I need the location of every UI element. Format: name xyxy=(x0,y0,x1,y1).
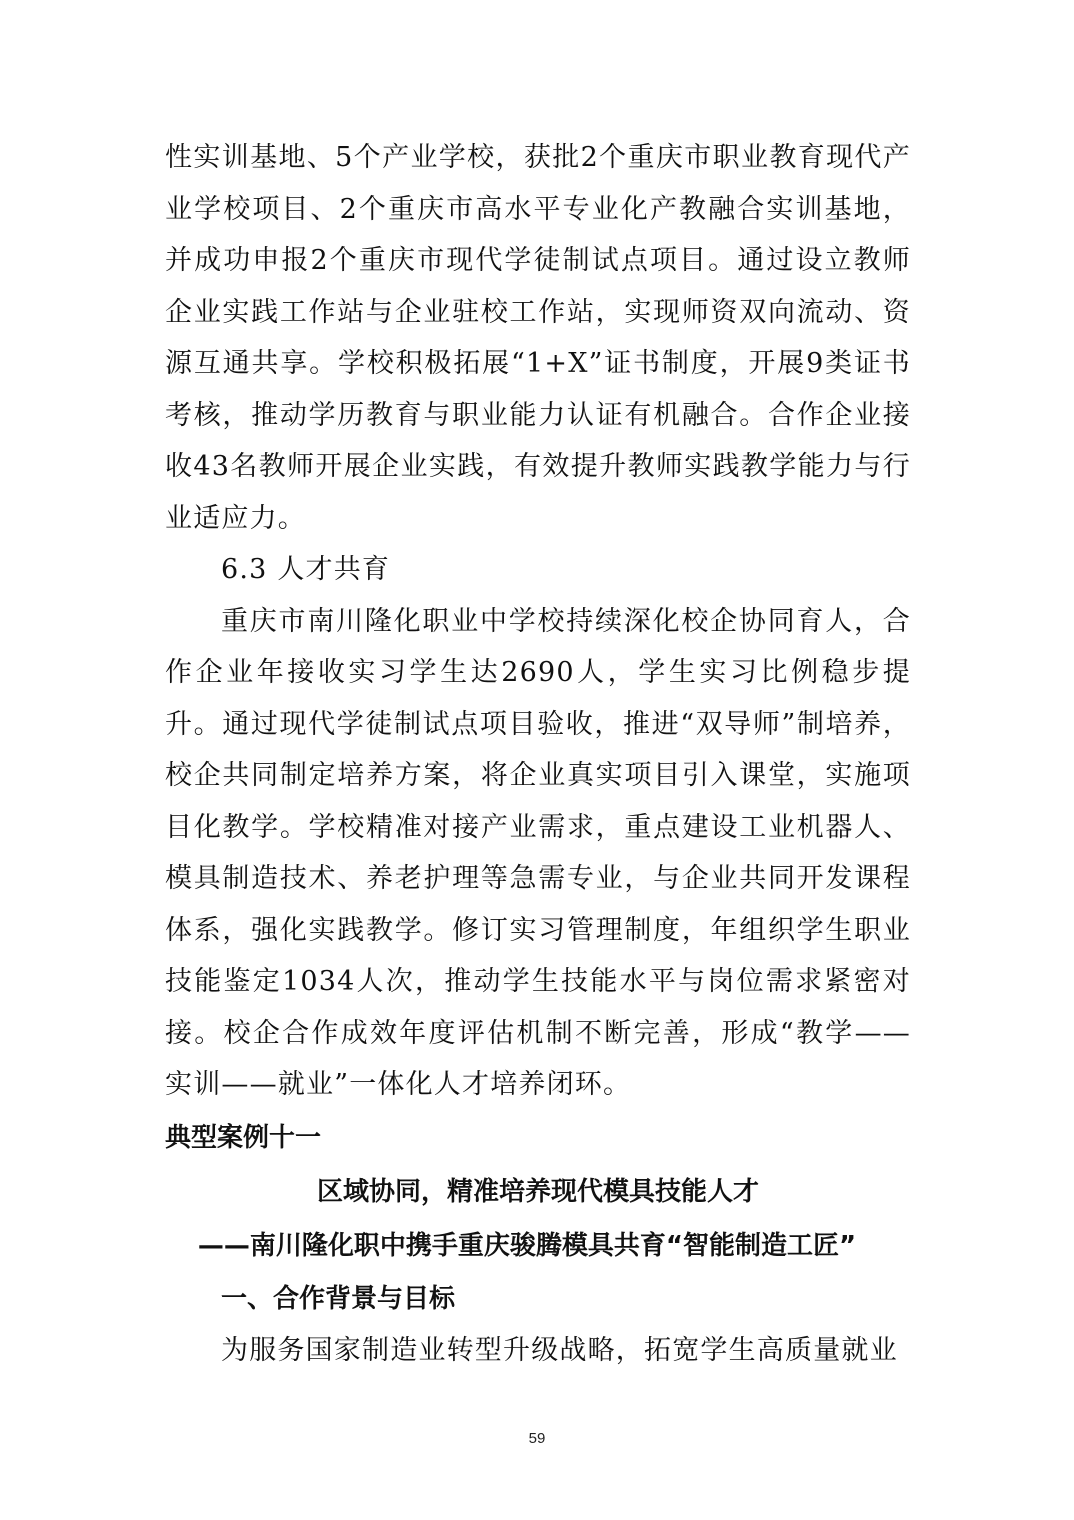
body-paragraph: 为服务国家制造业转型升级战略，拓宽学生高质量就业 xyxy=(221,1334,898,1366)
section-6-3-heading: 6.3 人才共育 xyxy=(221,554,391,585)
case-title: 区域协同，精准培养现代模具技能人才 xyxy=(316,1176,759,1207)
body-paragraph: 重庆市南川隆化职业中学校持续深化校企协同育人，合作企业年接收实习学生达2690人，学生实习比例稳步提升。通过现代学徒制试点项目验收，推进“双导师”制培养，校企共同制定培养方案，将企业真实项目引入课堂，实施项目化教学。学校精准对接产业需求，重点建设工业机器人、模具制造技术、养老护理等急需专业，与企业共同开发课程体系，强化实践教学。修订实习管理制度，年组织学生职业技能鉴定1034人次，推动学生技能水平与岗位需求紧密对接。校企合作成效年度评估机制不断完善，形成“教学——实训——就业”一体化人才培养闭环。 xyxy=(165,605,911,1100)
case-label: 典型案例十一 xyxy=(165,1122,322,1153)
page-body xyxy=(165,132,911,1376)
section-heading: 一、合作背景与目标 xyxy=(221,1283,456,1314)
page-number: 59 xyxy=(528,1430,546,1447)
case-subtitle: ——南川隆化职中携手重庆骏腾模具共育“智能制造工匠” xyxy=(197,1230,857,1261)
body-paragraph: 性实训基地、5个产业学校，获批2个重庆市职业教育现代产业学校项目、2个重庆市高水平专业化产教融合实训基地，并成功申报2个重庆市现代学徒制试点项目。通过设立教师企业实践工作站与企业驻校工作站，实现师资双向流动、资源互通共享。学校积极拓展“1+X”证书制度，开展9类证书考核，推动学历教育与职业能力认证有机融合。合作企业接收43名教师开展企业实践，有效提升教师实践教学能力与行业适应力。 xyxy=(165,142,911,534)
